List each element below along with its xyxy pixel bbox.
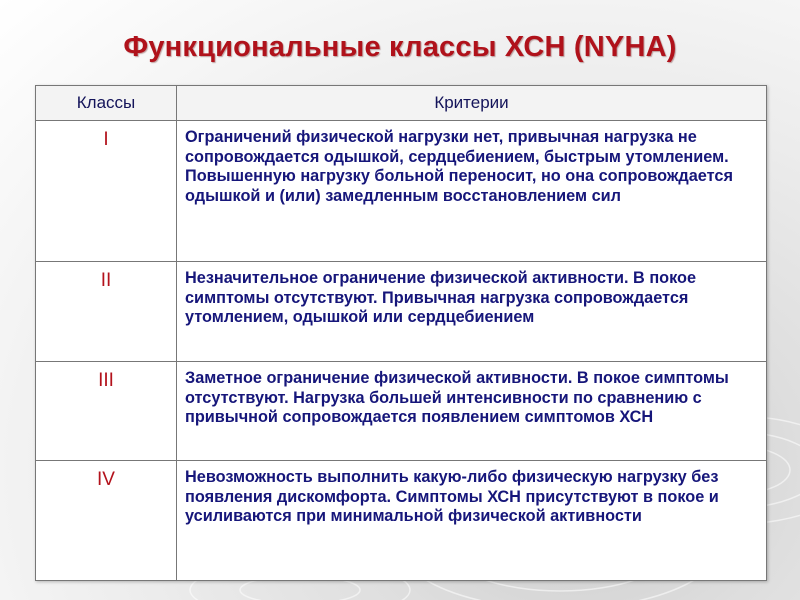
nyha-classes-table	[35, 85, 767, 581]
class-cell: II	[36, 262, 177, 362]
class-cell: IV	[36, 461, 177, 581]
header-criteria: Критерии	[177, 86, 767, 121]
class-cell: I	[36, 121, 177, 262]
table-row	[36, 121, 767, 262]
table-row	[36, 461, 767, 581]
criteria-cell: Невозможность выполнить какую-либо физическую нагрузку без появления дискомфорта. Симптомы ХСН присутствуют в покое и усиливаются при минимальной физической активности	[177, 461, 767, 581]
table-header-row	[36, 86, 767, 121]
slide-title: Функциональные классы ХСН (NYHA)	[123, 31, 677, 63]
criteria-cell: Заметное ограничение физической активности. В покое симптомы отсутствуют. Нагрузка большей интенсивности по сравнению с привычной сопровождается появлением симптомов ХСН	[177, 362, 767, 461]
table-row	[36, 362, 767, 461]
table-row	[36, 262, 767, 362]
criteria-cell: Незначительное ограничение физической активности. В покое симптомы отсутствуют. Привычная нагрузка сопровождается утомлением, одышкой или сердцебиением	[177, 262, 767, 362]
header-classes: Классы	[36, 86, 177, 121]
class-cell: III	[36, 362, 177, 461]
criteria-cell: Ограничений физической нагрузки нет, привычная нагрузка не сопровождается одышкой, сердцебиением, быстрым утомлением. Повышенную нагрузку больной переносит, но она сопровождается одышкой и (или) замедленным восстановлением сил	[177, 121, 767, 262]
